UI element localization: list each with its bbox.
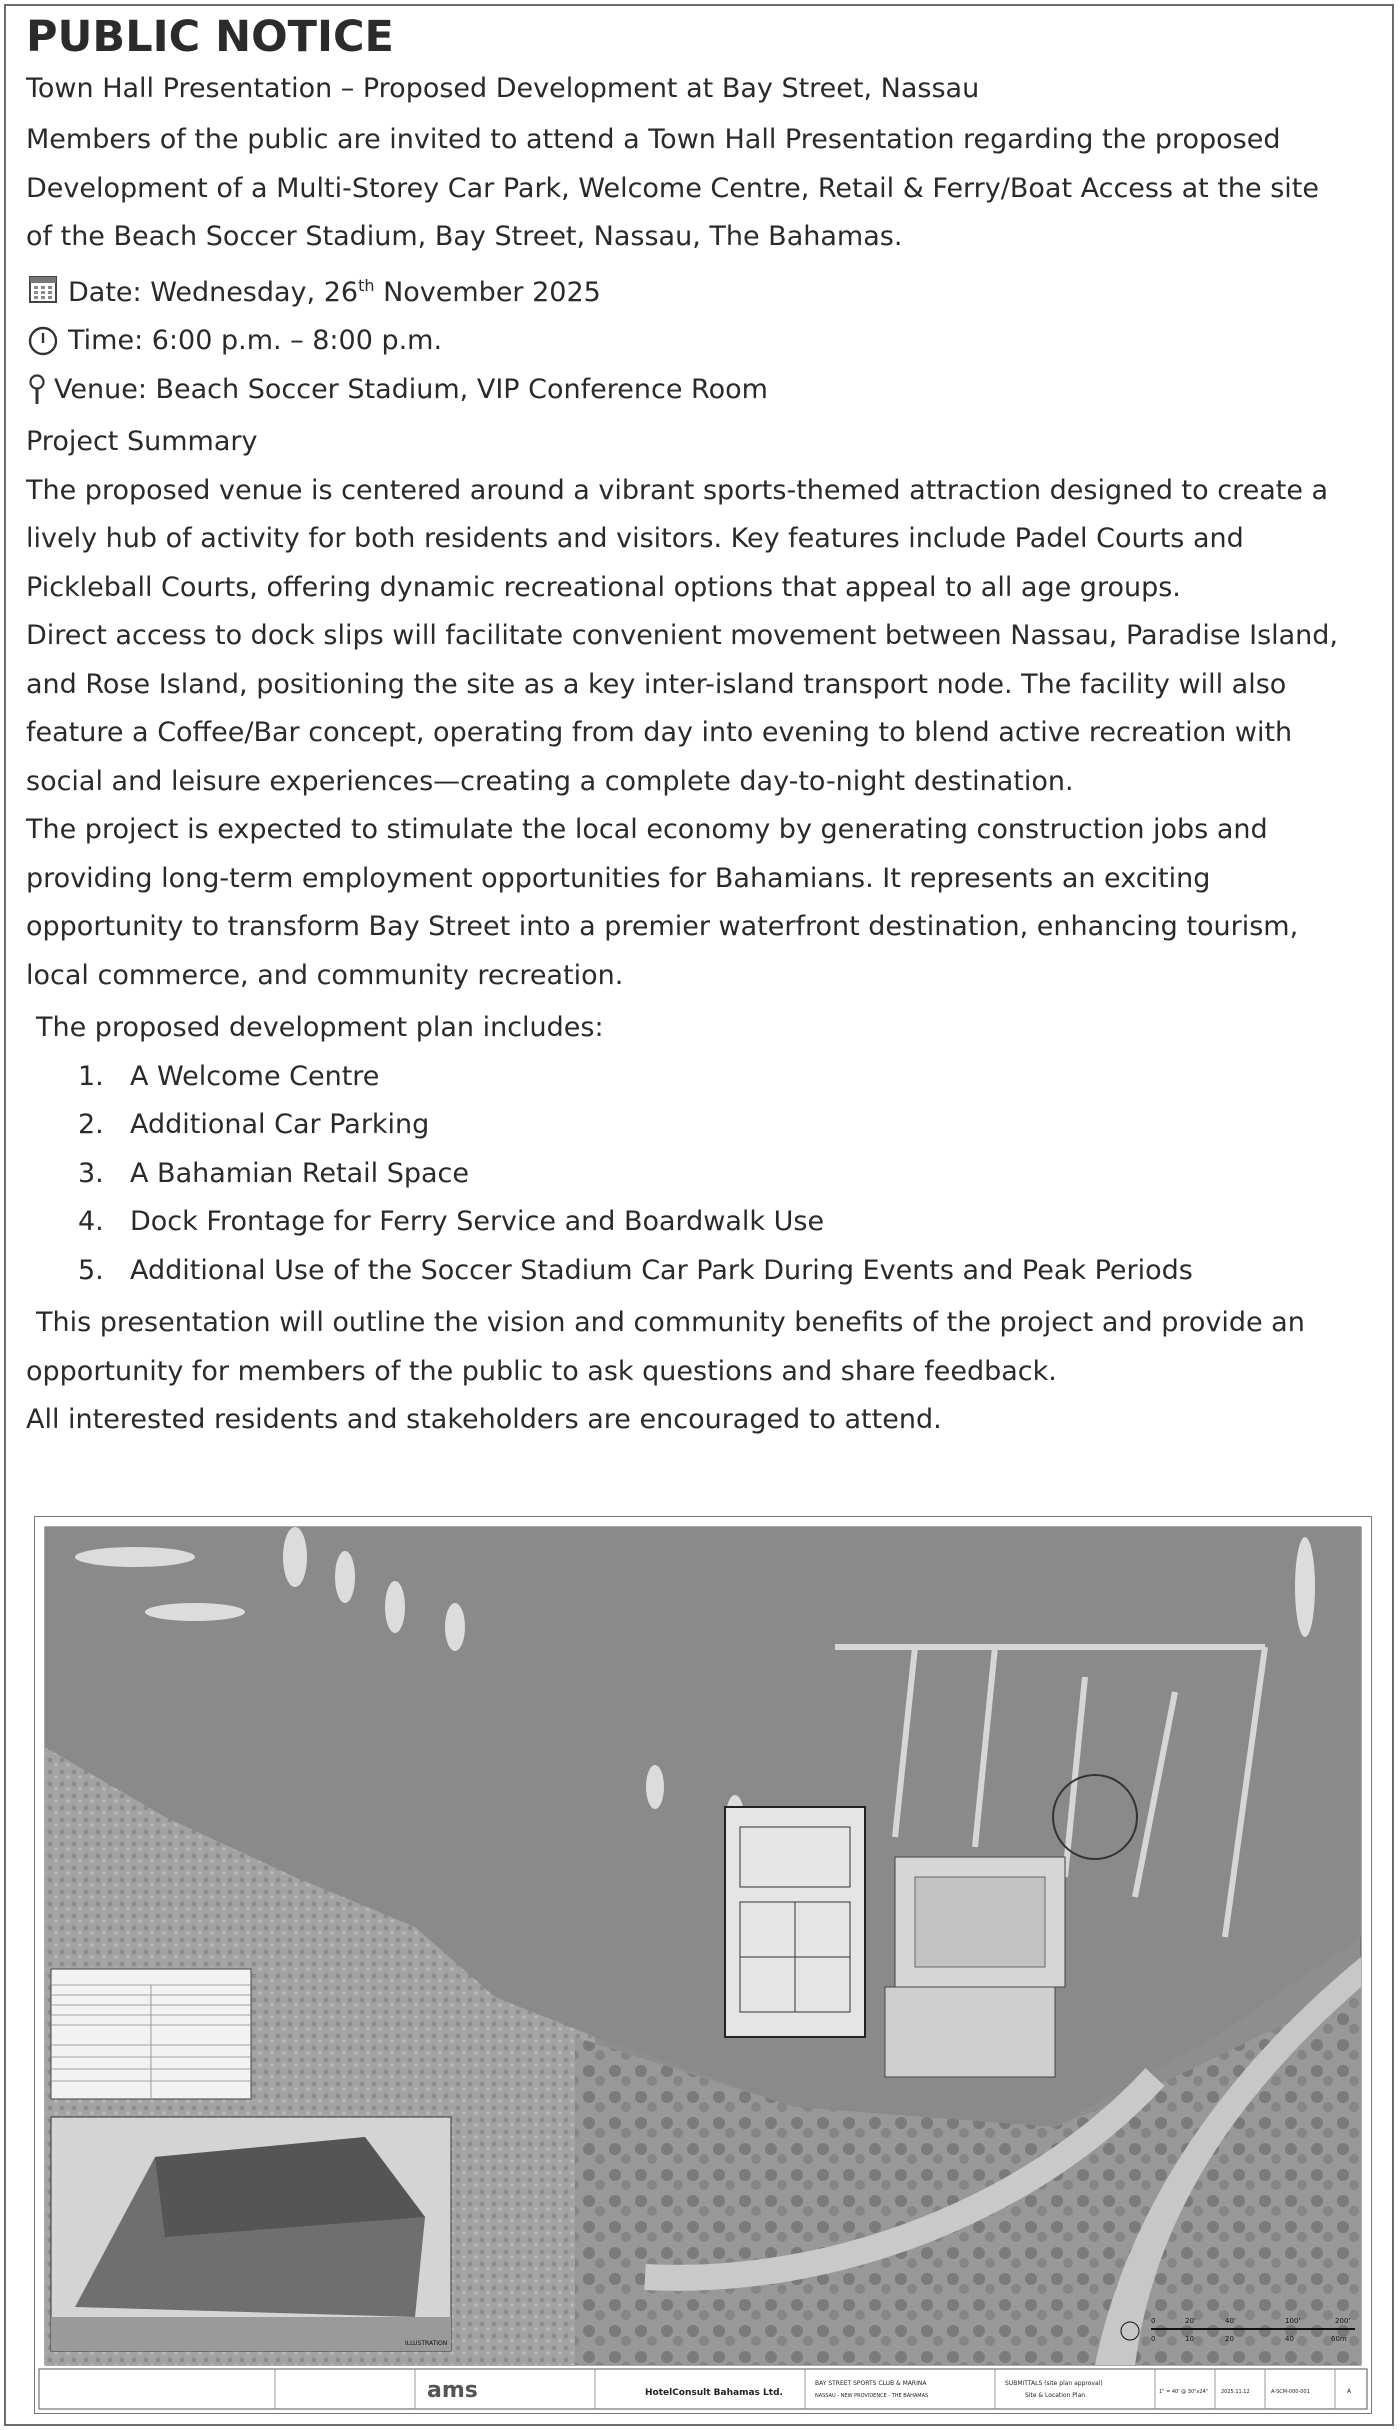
revision: A	[1347, 2388, 1352, 2395]
scale-tick-metric: 20	[1225, 2335, 1234, 2343]
summary-line: local commerce, and community recreation.	[26, 959, 624, 991]
list-item	[78, 1198, 1376, 1247]
scale-tick-metric: 60m	[1331, 2335, 1347, 2343]
list-item-number: 5.	[78, 1254, 104, 1286]
list-item-number: 4.	[78, 1206, 104, 1237]
summary-line: The proposed venue is centered around a vibrant sports-themed attraction designed to create a	[26, 474, 1329, 506]
list-item-number: 2.	[78, 1109, 104, 1140]
illustration-label: ILLUSTRATION	[405, 2340, 448, 2347]
list-item	[78, 1101, 1376, 1150]
drawing-scale: 1" = 40' @ 30"x24"	[1159, 2389, 1209, 2395]
project-summary-heading: Project Summary	[26, 426, 258, 457]
sheet-title: SUBMITTALS (site plan approval)	[1005, 2380, 1103, 2387]
closing-line: opportunity for members of the public to ask questions and share feedback.	[26, 1355, 1057, 1387]
list-item-text: A Welcome Centre	[130, 1060, 380, 1092]
scale-tick: 200'	[1335, 2317, 1351, 2325]
plan-list	[26, 1053, 1376, 1296]
closing-line: All interested residents and stakeholders are encouraged to attend.	[26, 1404, 942, 1435]
sheet-number: A-SCM-000-001	[1271, 2389, 1310, 2395]
time-text: Time: 6:00 p.m. – 8:00 p.m.	[68, 325, 443, 356]
notice-title: PUBLIC NOTICE	[26, 12, 394, 62]
list-item-number: 3.	[78, 1157, 104, 1189]
project-name: BAY STREET SPORTS CLUB & MARINA	[815, 2380, 927, 2387]
summary-line: The project is expected to stimulate the local economy by generating construction jobs and	[26, 814, 1268, 845]
sheet-subtitle: Site & Location Plan	[1025, 2392, 1086, 2399]
site-plan-drawing	[34, 1516, 1372, 2414]
list-item-text: Additional Car Parking	[130, 1109, 430, 1140]
scale-tick-metric: 40	[1285, 2335, 1294, 2343]
scale-tick: 0	[1151, 2317, 1156, 2325]
venue-text: Venue: Beach Soccer Stadium, VIP Conference Room	[54, 373, 768, 405]
summary-line: Direct access to dock slips will facilitate convenient movement between Nassau, Paradise Island,	[26, 620, 1339, 651]
scale-tick: 100'	[1285, 2317, 1301, 2325]
intro-line: Development of a Multi-Storey Car Park, Welcome Centre, Retail & Ferry/Boat Access at the site	[26, 172, 1319, 204]
drawing-title-block	[39, 2369, 1367, 2409]
summary-line: social and leisure experiences—creating a complete day-to-night destination.	[26, 765, 1074, 797]
firm-logo: ams	[427, 2378, 478, 2403]
date-text: Date: Wednesday, 26	[68, 276, 359, 308]
proposed-car-park-building	[725, 1807, 865, 2037]
intro-line: Members of the public are invited to attend a Town Hall Presentation regarding the proposed	[26, 124, 1281, 155]
list-item	[78, 1247, 1376, 1296]
hotelconsult-name: HotelConsult Bahamas Ltd.	[645, 2388, 783, 2398]
site-plan-svg	[35, 1517, 1371, 2413]
scale-tick: 20'	[1185, 2317, 1196, 2325]
scale-tick: 40'	[1225, 2317, 1236, 2325]
soccer-stadium	[885, 1857, 1065, 2077]
notice-subtitle: Town Hall Presentation – Proposed Development at Bay Street, Nassau	[26, 73, 980, 104]
drawing-date: 2025.11.12	[1221, 2389, 1250, 2395]
list-item	[78, 1053, 1376, 1102]
closing-line: This presentation will outline the vision and community benefits of the project and provide an	[36, 1307, 1305, 1338]
notice-content	[26, 10, 1376, 1445]
event-venue	[26, 366, 1376, 415]
date-text-end: November 2025	[374, 276, 601, 308]
summary-line: feature a Coffee/Bar concept, operating from day into evening to blend active recreation with	[26, 717, 1293, 748]
list-item-text: Dock Frontage for Ferry Service and Boardwalk Use	[130, 1206, 825, 1237]
summary-line: providing long-term employment opportunities for Bahamians. It represents an exciting	[26, 862, 1211, 894]
clock-icon	[26, 325, 60, 357]
list-item	[78, 1150, 1376, 1199]
summary-line: opportunity to transform Bay Street into a premier waterfront destination, enhancing tourism,	[26, 911, 1299, 942]
project-summary	[26, 467, 1376, 1001]
list-item-number: 1.	[78, 1060, 104, 1092]
closing-paragraph	[26, 1299, 1376, 1445]
site-data-table	[51, 1969, 251, 2099]
intro-paragraph	[26, 116, 1376, 262]
summary-line: Pickleball Courts, offering dynamic recreational options that appeal to all age groups.	[26, 571, 1181, 603]
summary-line: and Rose Island, positioning the site as a key inter-island transport node. The facility will also	[26, 668, 1287, 700]
project-location: NASSAU - NEW PROVIDENCE - THE BAHAMAS	[815, 2393, 929, 2399]
scale-tick-metric: 10	[1185, 2335, 1194, 2343]
list-item-text: Additional Use of the Soccer Stadium Car Park During Events and Peak Periods	[130, 1254, 1193, 1286]
scale-tick-metric: 0	[1151, 2335, 1156, 2343]
plan-intro: The proposed development plan includes:	[36, 1012, 604, 1043]
list-item-text: A Bahamian Retail Space	[130, 1157, 469, 1189]
summary-line: lively hub of activity for both residents and visitors. Key features include Padel Courts and	[26, 523, 1244, 554]
intro-line: of the Beach Soccer Stadium, Bay Street, Nassau, The Bahamas.	[26, 221, 903, 252]
location-pin-icon	[26, 374, 48, 406]
event-details	[26, 262, 1376, 415]
event-time	[26, 317, 1376, 366]
calendar-icon	[26, 274, 60, 304]
event-date	[26, 262, 1376, 318]
date-ordinal: th	[358, 275, 375, 295]
building-rendering-inset	[51, 2117, 451, 2351]
